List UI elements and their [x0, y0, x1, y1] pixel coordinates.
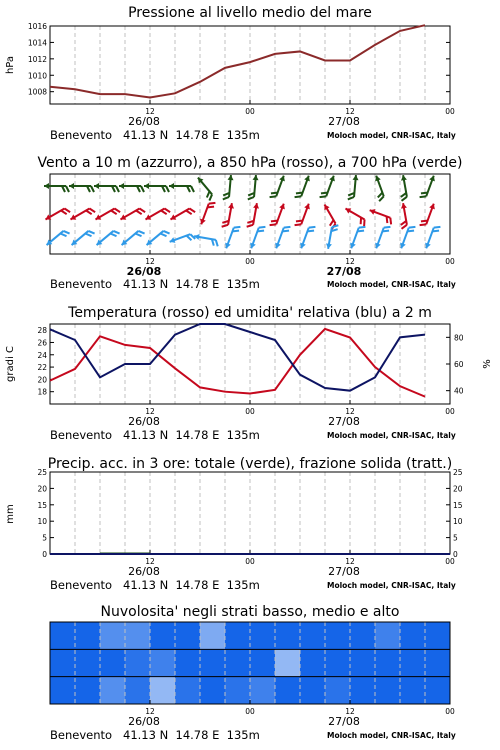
wind-barb [95, 227, 120, 250]
cloud-cell [425, 622, 451, 649]
wind-barb [169, 183, 194, 192]
x-tick-label: 12 [145, 107, 155, 116]
cloud-panel [0, 600, 500, 750]
wind-barb [397, 175, 410, 201]
wind-barb [44, 183, 69, 192]
cloud-cell [425, 649, 451, 676]
wind-barb [198, 200, 215, 227]
wind-feather [348, 196, 354, 200]
cloud-cell [50, 677, 76, 704]
y-tick-label: 1016 [27, 22, 47, 31]
wind-feather [409, 225, 416, 230]
location-lat: 41.13 N [123, 277, 169, 291]
wind-feather [191, 186, 194, 192]
wind-barb [94, 204, 120, 224]
location-alt: 135m [226, 277, 260, 291]
wind-barb [423, 224, 440, 251]
y-tick-label: 20 [37, 484, 47, 494]
precip-chart [0, 450, 500, 595]
wind-barb [69, 204, 95, 224]
date-label: 27/08 [326, 265, 362, 278]
temperature-title: Temperatura (rosso) ed umidita' relativa (blu) a 2 m [68, 305, 432, 321]
location-footer [50, 277, 260, 291]
wind-barb [145, 227, 170, 250]
cloud-cell [425, 677, 451, 704]
y-tick-label: 5 [42, 533, 47, 543]
wind-barb [248, 175, 259, 201]
cloud-cell [200, 622, 226, 649]
wind-arrowhead [169, 214, 176, 222]
wind-barb [144, 204, 170, 224]
wind-barb [169, 230, 196, 247]
wind-feather [166, 186, 169, 192]
location-footer [50, 428, 260, 442]
model-credit: Moloch model, CNR-ISAC, Italy [327, 731, 456, 740]
plot-frame [50, 324, 450, 404]
y-tick-label: 18 [37, 387, 47, 397]
location-lat: 41.13 N [123, 728, 169, 742]
location-lat: 41.13 N [123, 428, 169, 442]
cloud-cell [75, 649, 101, 676]
x-tick-label: 00 [445, 407, 455, 416]
cloud-cell [225, 677, 251, 704]
y-tick-label: 1010 [27, 71, 47, 81]
wind-feather [116, 186, 119, 192]
wind-feather [209, 201, 216, 206]
wind-barb [193, 233, 219, 246]
cloud-title: Nuvolosita' negli strati basso, medio e alto [100, 604, 400, 620]
cloud-cell [150, 622, 176, 649]
wind-arrowhead [144, 183, 149, 189]
y-tick-label: 25 [37, 468, 47, 477]
y-tick-label-right: 60 [454, 360, 464, 369]
wind-barb [342, 206, 368, 226]
y-tick-label-right: 25 [453, 468, 463, 477]
wind-barb [348, 175, 359, 201]
wind-arrowhead [169, 183, 174, 189]
location-alt: 135m [226, 128, 260, 142]
y-tick-label-right: 15 [453, 500, 463, 510]
wind-barb [169, 204, 195, 224]
pressure-chart [0, 0, 500, 145]
wind-arrowhead [69, 214, 76, 222]
model-credit: Moloch model, CNR-ISAC, Italy [327, 280, 456, 289]
y-tick-label-right: 80 [454, 333, 464, 343]
x-tick-label: 00 [445, 557, 455, 566]
wind-feather [91, 186, 94, 192]
wind-barb [70, 227, 95, 250]
plot-frame [50, 472, 450, 554]
location-lat: 41.13 N [123, 128, 169, 142]
wind-barb [120, 227, 145, 250]
cloud-cell [200, 677, 226, 704]
wind-feather [401, 225, 407, 229]
pressure-panel [0, 0, 500, 145]
location-lon: 14.78 E [175, 277, 220, 291]
wind-barb [44, 204, 70, 224]
location-footer [50, 578, 260, 592]
cloud-cell [100, 649, 126, 676]
location-lat: 41.13 N [123, 578, 169, 592]
y-axis-label: mm [5, 504, 16, 524]
cloud-cell [50, 622, 76, 649]
cloud-cell [75, 622, 101, 649]
wind-barb [223, 224, 240, 251]
x-tick-label: 12 [145, 407, 155, 416]
cloud-cell [375, 677, 401, 704]
cloud-cell [250, 622, 276, 649]
wind-barb [273, 224, 290, 251]
cloud-cell [300, 677, 326, 704]
location-name: Benevento [50, 277, 113, 291]
x-tick-label: 12 [345, 107, 355, 116]
cloud-cell [400, 677, 426, 704]
cloud-cell [200, 649, 226, 676]
cloud-cell [275, 677, 301, 704]
wind-barb [119, 204, 145, 224]
y-tick-label: 10 [37, 517, 47, 527]
wind-barb [223, 175, 234, 201]
cloud-cell [250, 677, 276, 704]
wind-feather [223, 196, 229, 200]
cloud-cell [100, 622, 126, 649]
y-tick-label: 1012 [27, 54, 47, 64]
cloud-cell [175, 622, 201, 649]
date-label: 27/08 [328, 415, 360, 428]
x-tick-label: 12 [145, 707, 155, 716]
x-tick-label: 12 [345, 707, 355, 716]
x-tick-label: 12 [345, 407, 355, 416]
wind-barb [94, 183, 119, 192]
cloud-cell [225, 622, 251, 649]
wind-feather [284, 225, 291, 230]
y-tick-label: 24 [37, 350, 47, 360]
wind-feather [434, 225, 441, 230]
cloud-cell [125, 622, 151, 649]
cloud-cell [125, 677, 151, 704]
wind-barb [270, 174, 287, 201]
date-label: 26/08 [128, 115, 160, 128]
y-axis-label: gradi C [5, 346, 16, 382]
cloud-cell [325, 622, 351, 649]
wind-feather [248, 196, 254, 200]
cloud-cell [325, 649, 351, 676]
cloud-cell [350, 677, 376, 704]
cloud-cell [300, 622, 326, 649]
wind-barb [248, 224, 265, 251]
cloud-cell [375, 649, 401, 676]
x-tick-label: 00 [245, 557, 255, 566]
x-tick-label: 00 [445, 107, 455, 116]
cloud-cell [75, 677, 101, 704]
wind-arrowhead [253, 175, 259, 181]
wind-barb [119, 183, 144, 192]
x-tick-label: 12 [345, 557, 355, 566]
y-tick-label: 1008 [27, 87, 47, 97]
wind-barb [298, 224, 315, 251]
y-tick-label: 28 [37, 326, 47, 336]
location-name: Benevento [50, 728, 113, 742]
x-tick-label: 00 [245, 407, 255, 416]
wind-feather [309, 225, 316, 230]
wind-feather [234, 225, 241, 230]
cloud-cell [225, 649, 251, 676]
wind-arrowhead [44, 183, 49, 189]
wind-barb [371, 175, 388, 202]
wind-arrowhead [353, 175, 359, 181]
wind-barb [420, 174, 437, 201]
x-tick-label: 00 [245, 707, 255, 716]
location-lon: 14.78 E [175, 578, 220, 592]
y-tick-label-right: 10 [453, 517, 463, 527]
location-alt: 135m [226, 578, 260, 592]
wind-barb [45, 227, 70, 250]
wind-barb [420, 202, 437, 229]
temperature-line [50, 329, 425, 397]
y-tick-label: 1014 [27, 38, 47, 48]
wind-arrowhead [228, 175, 234, 181]
wind-feather [141, 186, 144, 192]
cloud-cell [150, 649, 176, 676]
y-tick-label-right: 40 [454, 386, 464, 396]
date-label: 26/08 [128, 715, 160, 728]
location-name: Benevento [50, 428, 113, 442]
precip-title: Precip. acc. in 3 ore: totale (verde), frazione solida (tratt.) [47, 456, 453, 472]
wind-barb [295, 202, 312, 229]
x-tick-label: 12 [345, 257, 355, 266]
wind-panel [0, 150, 500, 295]
x-tick-label: 00 [445, 707, 455, 716]
wind-arrowhead [69, 183, 74, 189]
wind-barb [270, 202, 287, 229]
y-tick-label: 15 [37, 500, 47, 510]
wind-barb [193, 176, 216, 201]
wind-arrowhead [119, 214, 126, 222]
wind-barb [222, 202, 235, 228]
x-tick-label: 00 [245, 107, 255, 116]
location-name: Benevento [50, 578, 113, 592]
wind-chart [0, 150, 500, 295]
model-credit: Moloch model, CNR-ISAC, Italy [327, 581, 456, 590]
y-tick-label-right: 20 [453, 484, 463, 494]
wind-barb [320, 174, 337, 201]
wind-arrowhead [119, 183, 124, 189]
temperature-chart [0, 300, 500, 445]
wind-arrowhead [94, 214, 101, 222]
y-tick-label: 0 [42, 550, 47, 559]
y-axis-label-right: % [482, 359, 493, 369]
cloud-cell [175, 649, 201, 676]
wind-feather [66, 186, 69, 192]
y-tick-label: 22 [37, 363, 47, 373]
date-label: 27/08 [328, 565, 360, 578]
wind-feather [401, 197, 407, 201]
x-tick-label: 00 [245, 257, 255, 266]
cloud-cell [250, 649, 276, 676]
pressure-title: Pressione al livello medio del mare [128, 5, 372, 21]
location-lon: 14.78 E [175, 128, 220, 142]
cloud-cell [150, 677, 176, 704]
y-tick-label-right: 5 [453, 533, 458, 543]
cloud-cell [100, 677, 126, 704]
y-tick-label-right: 0 [453, 550, 458, 559]
x-tick-label: 12 [145, 557, 155, 566]
wind-feather [362, 220, 368, 227]
wind-barb [397, 203, 410, 229]
wind-feather [259, 225, 266, 230]
wind-barb [325, 224, 338, 250]
location-footer [50, 128, 260, 142]
cloud-cell [350, 649, 376, 676]
wind-barb [368, 207, 395, 224]
date-label: 26/08 [128, 415, 160, 428]
model-credit: Moloch model, CNR-ISAC, Italy [327, 431, 456, 440]
location-lon: 14.78 E [175, 728, 220, 742]
cloud-cell [300, 649, 326, 676]
date-label: 26/08 [126, 265, 162, 278]
y-axis-label: hPa [5, 55, 16, 75]
wind-barb [295, 174, 312, 201]
wind-arrowhead [322, 203, 330, 210]
wind-barb [69, 183, 94, 192]
wind-arrowhead [144, 214, 151, 222]
location-lon: 14.78 E [175, 428, 220, 442]
cloud-cell [275, 649, 301, 676]
location-footer [50, 728, 260, 742]
cloud-cell [400, 622, 426, 649]
location-alt: 135m [226, 728, 260, 742]
cloud-cell [125, 649, 151, 676]
cloud-cell [375, 622, 401, 649]
wind-barb [373, 224, 390, 251]
x-tick-label: 12 [145, 257, 155, 266]
date-label: 27/08 [328, 715, 360, 728]
location-alt: 135m [226, 428, 260, 442]
wind-barb [144, 183, 169, 192]
y-tick-label: 20 [37, 375, 47, 385]
date-label: 27/08 [328, 115, 360, 128]
cloud-cell [350, 622, 376, 649]
humidity-line [50, 324, 425, 391]
pressure-line [50, 25, 425, 97]
location-name: Benevento [50, 128, 113, 142]
temperature-panel [0, 300, 500, 445]
date-label: 26/08 [128, 565, 160, 578]
wind-feather [388, 218, 393, 225]
cloud-cell [325, 677, 351, 704]
wind-barb [398, 224, 415, 251]
precip-panel [0, 450, 500, 595]
wind-feather [384, 225, 391, 230]
y-tick-label: 26 [37, 338, 47, 348]
cloud-cell [275, 622, 301, 649]
wind-arrowhead [94, 183, 99, 189]
wind-barb [247, 202, 260, 228]
cloud-cell [400, 649, 426, 676]
cloud-cell [175, 677, 201, 704]
wind-title: Vento a 10 m (azzurro), a 850 hPa (rosso), a 700 hPa (verde) [37, 155, 463, 171]
cloud-cell [50, 649, 76, 676]
model-credit: Moloch model, CNR-ISAC, Italy [327, 131, 456, 140]
wind-feather [215, 240, 219, 246]
x-tick-label: 00 [445, 257, 455, 266]
wind-barb [348, 224, 365, 251]
